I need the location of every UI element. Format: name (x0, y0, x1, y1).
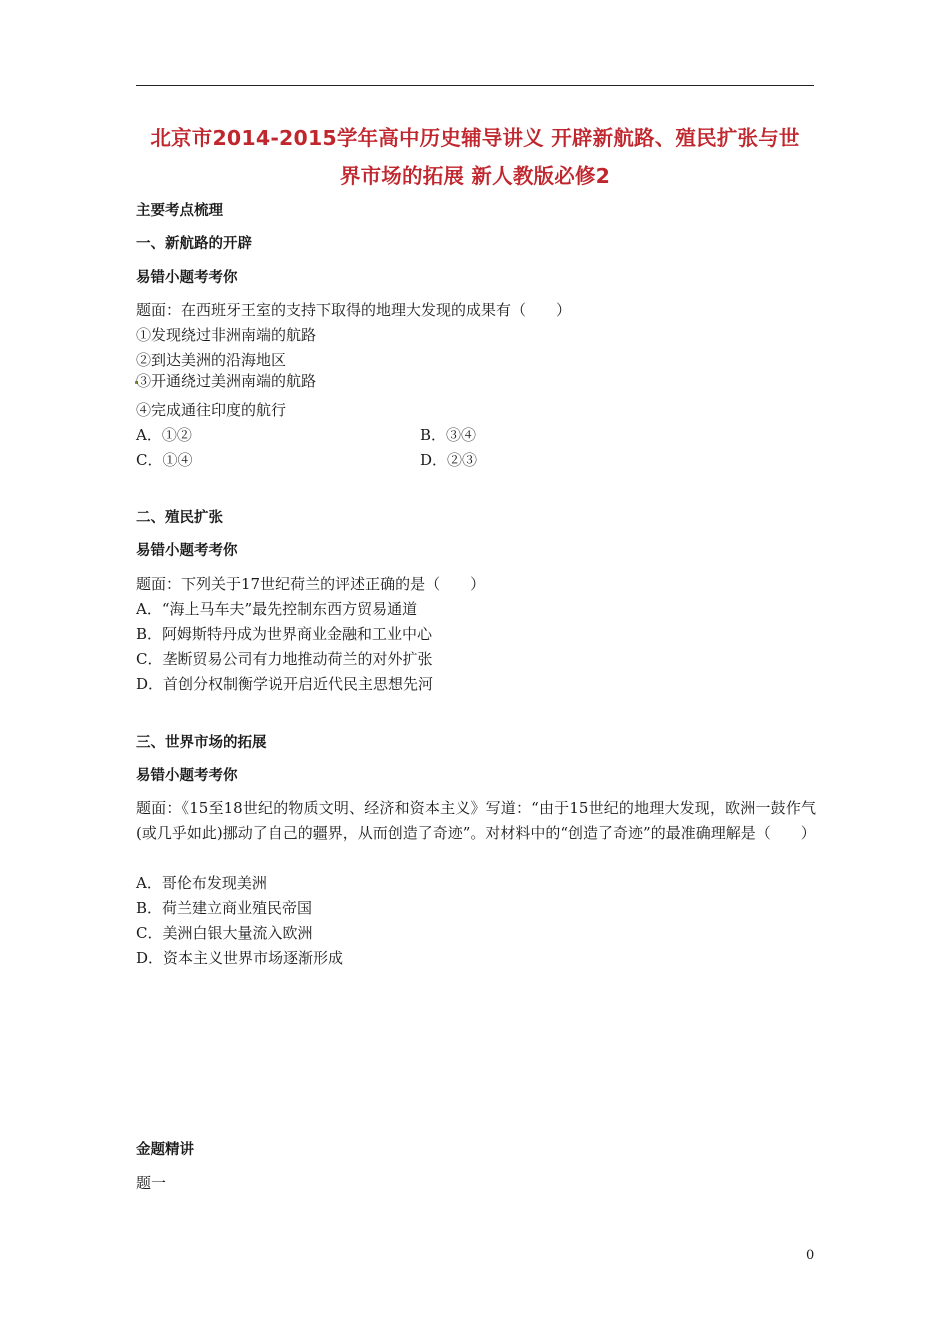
page-number: 0 (806, 1248, 815, 1263)
section-2-subheading: 易错小题考考你 (136, 543, 238, 559)
section-2-option-c: C．垄断贸易公司有力地推动荷兰的对外扩张 (136, 650, 433, 668)
section-2-option-b: B．阿姆斯特丹成为世界商业金融和工业中心 (136, 625, 433, 643)
section-3-subheading: 易错小题考考你 (136, 768, 238, 784)
section-4-item: 题一 (136, 1174, 167, 1192)
section-1-item-1: ①发现绕过非洲南端的航路 (136, 326, 317, 344)
section-2-heading: 二、殖民扩张 (136, 510, 223, 526)
section-1-option-b: B．③④ (420, 426, 477, 444)
section-1-heading: 一、新航路的开辟 (136, 236, 252, 252)
document-title-line-1: 北京市2014-2015学年高中历史辅导讲义 开辟新航路、殖民扩张与世 (150, 126, 800, 150)
section-3-heading: 三、世界市场的拓展 (136, 735, 267, 751)
section-2-question: 题面：下列关于17世纪荷兰的评述正确的是（ ） (136, 575, 486, 593)
section-1-option-a: A．①② (136, 426, 192, 444)
section-3-option-a: A．哥伦布发现美洲 (136, 874, 267, 892)
document-title-line-2: 界市场的拓展 新人教版必修2 (339, 164, 611, 188)
section-3-option-b: B．荷兰建立商业殖民帝国 (136, 899, 313, 917)
section-1-item-2: ②到达美洲的沿海地区 (136, 351, 287, 369)
section-2-option-a: A．“海上马车夫”最先控制东西方贸易通道 (136, 600, 418, 618)
section-1-item-4: ④完成通往印度的航行 (136, 401, 287, 419)
section-3-question: 题面：《15至18世纪的物质文明、经济和资本主义》写道：“由于15世纪的地理大发现，欧洲一鼓作气(或几乎如此)挪动了自己的疆界，从而创造了奇迹”。对材料中的“创造了奇迹”的最准确理解是（ ） (136, 799, 816, 842)
section-1-item-3: ③开通绕过美洲南端的航路 (136, 372, 317, 390)
header-rule (136, 85, 814, 86)
section-3-option-c: C．美洲白银大量流入欧洲 (136, 924, 313, 942)
section-2-option-d: D．首创分权制衡学说开启近代民主思想先河 (136, 675, 434, 693)
section-4-heading: 金题精讲 (136, 1142, 194, 1158)
section-3-option-d: D．资本主义世界市场逐渐形成 (136, 949, 344, 967)
section-1-option-d: D．②③ (420, 451, 478, 469)
section-1-option-c: C．①④ (136, 451, 193, 469)
section-1-subheading: 易错小题考考你 (136, 270, 238, 286)
outline-heading: 主要考点梳理 (136, 203, 223, 219)
section-1-question: 题面：在西班牙王室的支持下取得的地理大发现的成果有（ ） (136, 301, 572, 319)
